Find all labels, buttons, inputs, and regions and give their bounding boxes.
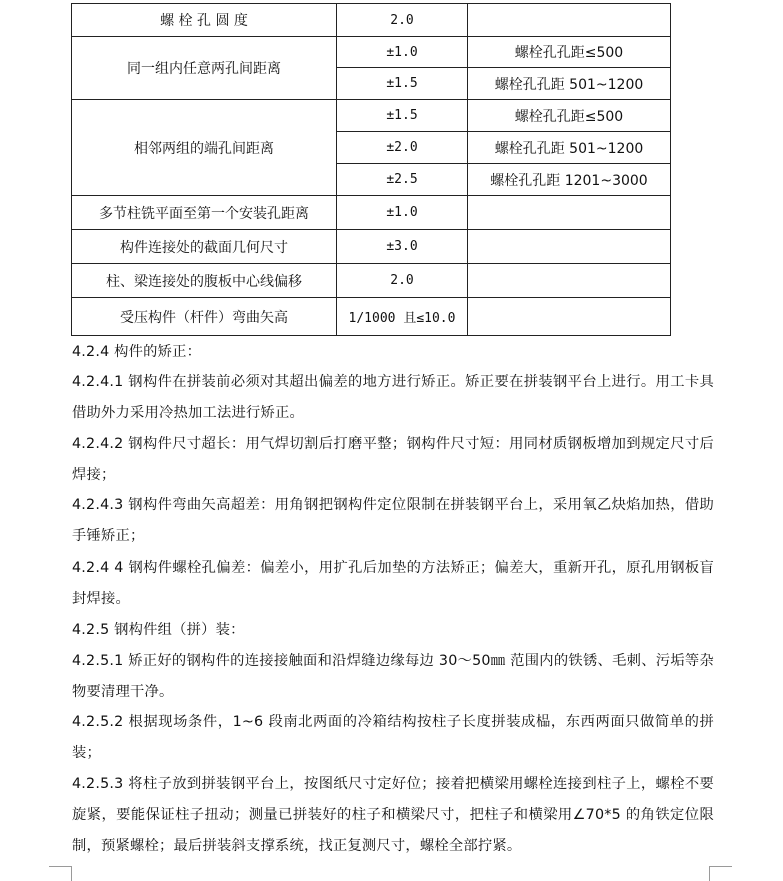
paragraph: 4.2.4.1 钢构件在拼装前必须对其超出偏差的地方进行矫正。矫正要在拼装钢平台上进行。用工卡具借助外力采用冷热加工法进行矫正。 [72, 374, 714, 422]
table-cell-note: 螺栓孔孔距 501~1200 [468, 68, 671, 100]
table-cell-note: 螺栓孔孔距≤500 [468, 100, 671, 132]
table-cell-value: ±1.0 [337, 37, 468, 68]
section-heading: 4.2.5 钢构件组（拼）装： [72, 622, 245, 638]
table-cell-note: 螺栓孔孔距≤500 [468, 37, 671, 68]
paragraph: 4.2.5.1 矫正好的钢构件的连接接触面和沿焊缝边缘每边 30～50㎜ 范围内的铁锈、毛刺、污垢等杂物要清理干净。 [72, 653, 714, 701]
table-cell-note: 螺栓孔孔距 501~1200 [468, 132, 671, 164]
table-cell-value: 1/1000 且≤10.0 [337, 298, 468, 336]
table-cell-item: 同一组内任意两孔间距离 [72, 37, 337, 100]
paragraph: 4.2.5.2 根据现场条件，1~6 段南北两面的冷箱结构按柱子长度拼装成榀，东西两面只做简单的拼装； [72, 714, 714, 762]
crop-mark [710, 866, 732, 867]
table-cell-value: ±3.0 [337, 230, 468, 264]
table-cell-note: 螺栓孔孔距 1201~3000 [468, 164, 671, 196]
table-cell-note [468, 298, 671, 336]
paragraph: 4.2.4.2 钢构件尺寸超长：用气焊切割后打磨平整；钢构件尺寸短：用同材质钢板增加到规定尺寸后焊接； [72, 436, 714, 484]
table-cell-item: 受压构件（杆件）弯曲矢高 [72, 298, 337, 336]
table-row [72, 298, 671, 336]
table-row [72, 37, 671, 68]
table-cell-value: ±1.5 [337, 100, 468, 132]
table-row [72, 4, 671, 37]
table-row [72, 264, 671, 298]
paragraph: 4.2.4.3 钢构件弯曲矢高超差：用角钢把钢构件定位限制在拼装钢平台上，采用氧乙炔焰加热，借助手锤矫正； [72, 497, 714, 545]
table-cell-value: ±2.5 [337, 164, 468, 196]
table-cell-item: 柱、梁连接处的腹板中心线偏移 [72, 264, 337, 298]
table-cell-note [468, 230, 671, 264]
table-row [72, 230, 671, 264]
table-cell-value: 2.0 [337, 4, 468, 37]
table-row [72, 196, 671, 230]
table-row [72, 100, 671, 132]
crop-mark [71, 866, 72, 881]
table-cell-item: 多节柱铣平面至第一个安装孔距离 [72, 196, 337, 230]
paragraph: 4.2.4 4 钢构件螺栓孔偏差：偏差小，用扩孔后加垫的方法矫正；偏差大，重新开孔，原孔用钢板盲封焊接。 [72, 560, 714, 608]
table-cell-value: 2.0 [337, 264, 468, 298]
table-cell-note [468, 196, 671, 230]
paragraph: 4.2.5.3 将柱子放到拼装钢平台上，按图纸尺寸定好位；接着把横梁用螺栓连接到柱子上，螺栓不要旋紧，要能保证柱子扭动；测量已拼装好的柱子和横梁尺寸，把柱子和横梁用∠70*5 的角铁定位限制，预紧螺栓；最后拼装斜支撑系统，找正复测尺寸，螺栓全部拧紧。 [72, 776, 714, 855]
table-cell-note [468, 264, 671, 298]
table-cell-value: ±2.0 [337, 132, 468, 164]
table-cell-note [468, 4, 671, 37]
table-cell-item: 螺 栓 孔 圆 度 [72, 4, 337, 37]
tolerance-table [71, 3, 671, 336]
crop-mark [709, 866, 710, 881]
table-cell-item: 构件连接处的截面几何尺寸 [72, 230, 337, 264]
table-cell-item: 相邻两组的端孔间距离 [72, 100, 337, 196]
section-heading: 4.2.4 构件的矫正： [72, 344, 202, 360]
table-cell-value: ±1.5 [337, 68, 468, 100]
table-cell-value: ±1.0 [337, 196, 468, 230]
crop-mark [49, 866, 71, 867]
